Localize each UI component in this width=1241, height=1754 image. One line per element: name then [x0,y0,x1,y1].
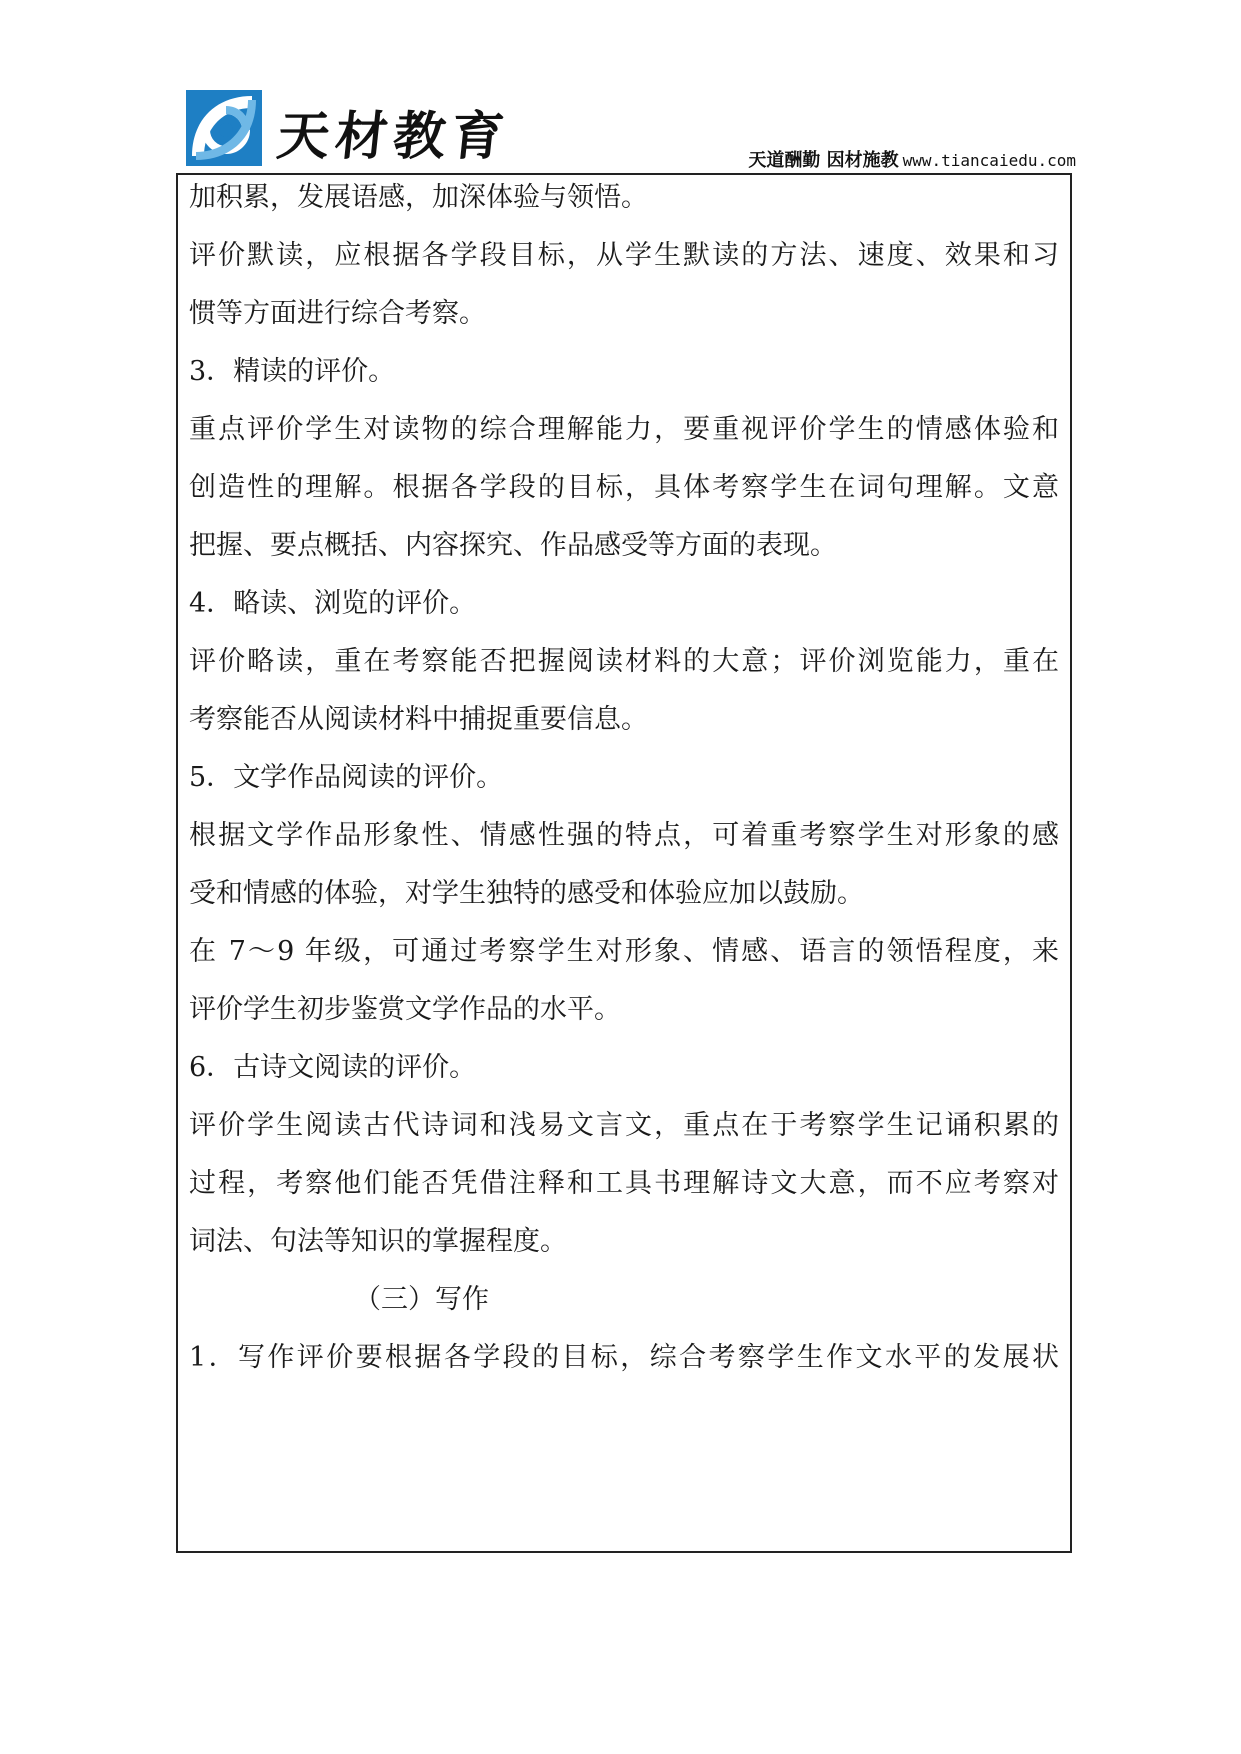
text-line: 根据文学作品形象性、情感性强的特点，可着重考察学生对形象的感 [189,820,1059,851]
text-line: 惯等方面进行综合考察。 [189,298,486,329]
page-header [186,84,1076,174]
section-heading: 4．略读、浏览的评价。 [189,588,477,619]
logo-text: 天材教育 [274,107,513,167]
text-line: 考察能否从阅读材料中捕捉重要信息。 [189,704,648,735]
text-line: 把握、要点概括、内容探究、作品感受等方面的表现。 [189,530,837,561]
website-url[interactable]: www.tiancaiedu.com [902,151,1076,170]
logo-swirl-icon [186,90,262,166]
header-slogan [748,146,1076,172]
text-line: 评价略读，重在考察能否把握阅读材料的大意；评价浏览能力，重在 [189,646,1059,677]
content-frame [176,173,1072,1553]
text-line: 评价默读，应根据各学段目标，从学生默读的方法、速度、效果和习 [189,240,1059,271]
subsection-heading: （三）写作 [354,1284,489,1315]
section-heading: 3．精读的评价。 [189,356,396,387]
text-line: 在 7～9 年级，可通过考察学生对形象、情感、语言的领悟程度，来 [189,936,1059,967]
text-line: 重点评价学生对读物的综合理解能力，要重视评价学生的情感体验和 [189,414,1059,445]
section-heading: 5．文学作品阅读的评价。 [189,762,504,793]
text-line: 过程，考察他们能否凭借注释和工具书理解诗文大意，而不应考察对 [189,1168,1059,1199]
text-line: 加积累，发展语感，加深体验与领悟。 [189,182,648,213]
text-line: 受和情感的体验，对学生独特的感受和体验应加以鼓励。 [189,878,864,909]
section-heading: 6．古诗文阅读的评价。 [189,1052,477,1083]
text-line: 词法、句法等知识的掌握程度。 [189,1226,567,1257]
text-line: 评价学生初步鉴赏文学作品的水平。 [189,994,621,1025]
text-line: 评价学生阅读古代诗词和浅易文言文，重点在于考察学生记诵积累的 [189,1110,1059,1141]
slogan-text: 天道酬勤 因材施教 [748,150,899,171]
text-line: 1．写作评价要根据各学段的目标，综合考察学生作文水平的发展状 [189,1342,1059,1373]
text-line: 创造性的理解。根据各学段的目标，具体考察学生在词句理解。文意 [189,472,1059,503]
